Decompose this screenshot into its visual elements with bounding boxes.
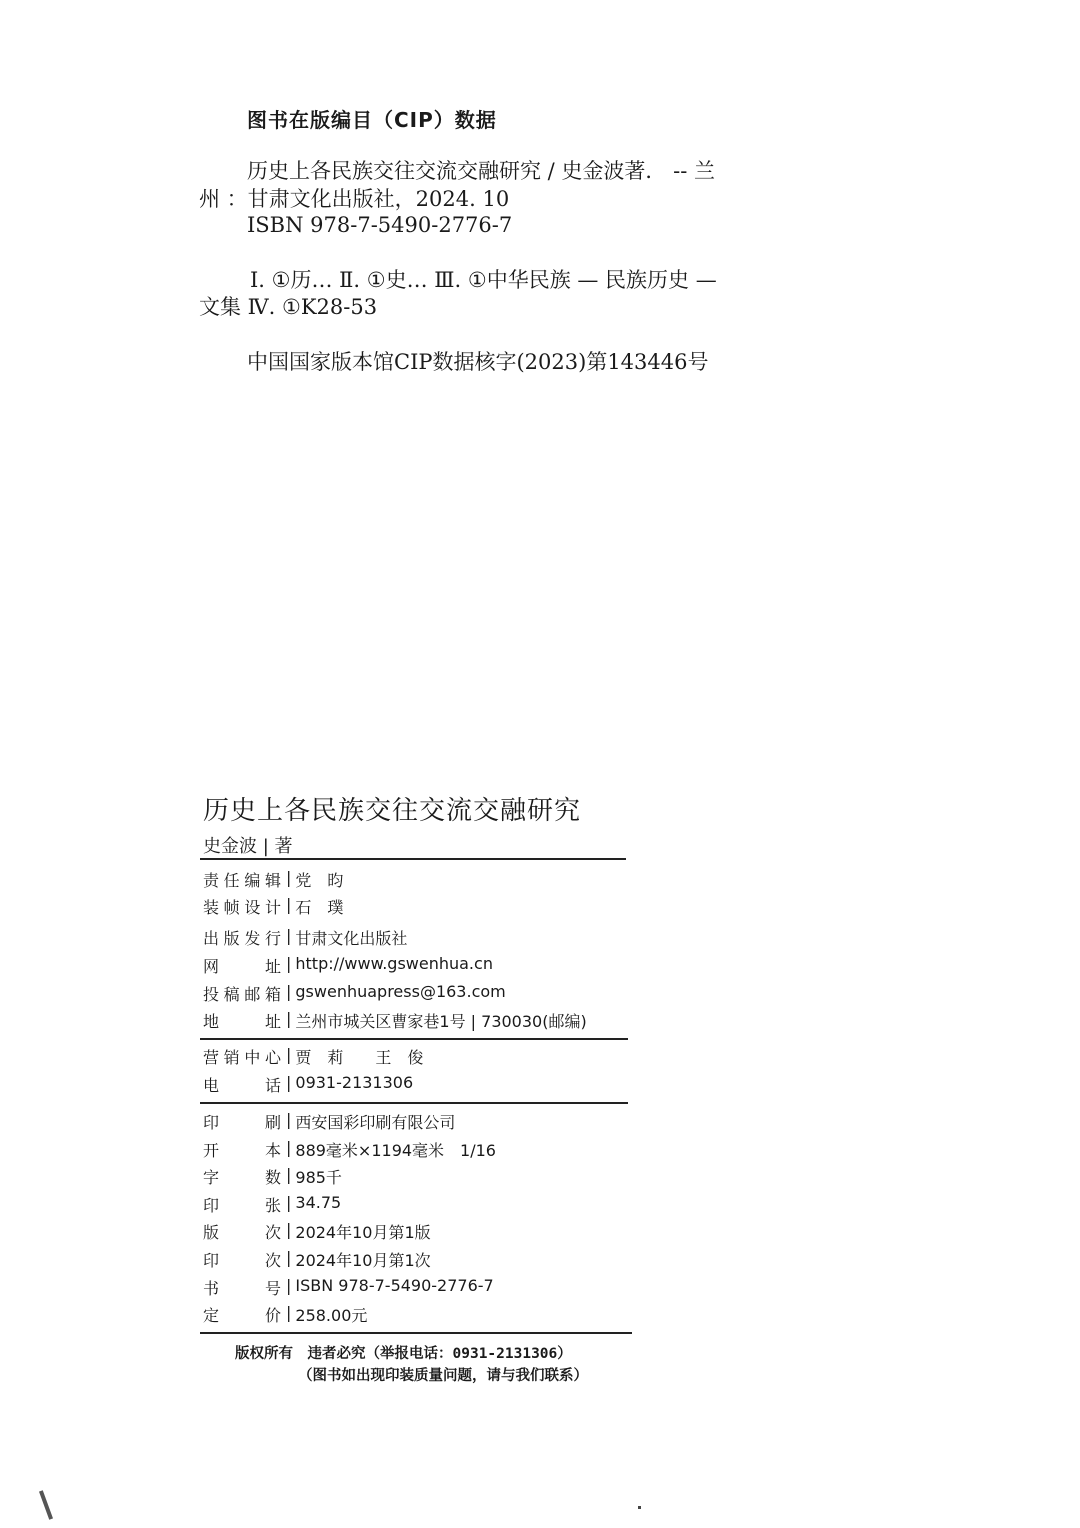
divider-4	[200, 1332, 632, 1334]
info-label: 版次	[203, 1223, 281, 1242]
scan-speck	[638, 1506, 641, 1509]
info-value: 西安国彩印刷有限公司	[295, 1113, 456, 1132]
info-value: http://www.gswenhua.cn	[295, 954, 493, 973]
info-label: 地址	[203, 1012, 281, 1031]
info-row-printing: 印次 | 2024年10月第1次	[203, 1248, 431, 1270]
info-label: 印张	[203, 1196, 281, 1215]
info-label: 出版发行	[203, 929, 281, 948]
scan-mark	[39, 1490, 53, 1520]
info-row-isbn: 书号 | ISBN 978-7-5490-2776-7	[203, 1276, 494, 1298]
copyright-notice: 版权所有 违者必究（举报电话：0931-2131306）	[235, 1346, 572, 1362]
book-title: 历史上各民族交往交流交融研究	[203, 796, 582, 826]
cip-classification-line: Ⅰ. ①历… Ⅱ. ①史… Ⅲ. ①中华民族 — 民族历史 —	[250, 268, 717, 292]
info-value: 贾 莉 王 俊	[295, 1048, 424, 1067]
info-label: 书号	[203, 1279, 281, 1298]
info-row-printer: 印刷 | 西安国彩印刷有限公司	[203, 1110, 456, 1132]
info-row-edition: 版次 | 2024年10月第1版	[203, 1220, 431, 1242]
cip-heading: 图书在版编目（CIP）数据	[247, 108, 497, 132]
info-label: 营销中心	[203, 1048, 281, 1067]
info-value: ISBN 978-7-5490-2776-7	[295, 1276, 494, 1295]
info-row-phone: 电话 | 0931-2131306	[203, 1073, 414, 1095]
info-row-word-count: 字数 | 985千	[203, 1165, 342, 1187]
info-value: 2024年10月第1次	[295, 1251, 431, 1270]
cip-publisher-line: 州 ：甘肃文化出版社，2024. 10	[199, 187, 510, 211]
info-label: 印次	[203, 1251, 281, 1270]
info-value: gswenhuapress@163.com	[295, 982, 506, 1001]
cip-record-number: 中国国家版本馆CIP数据核字(2023)第143446号	[247, 350, 709, 374]
info-label: 字数	[203, 1168, 281, 1187]
info-label: 投稿邮箱	[203, 985, 281, 1004]
info-row-marketing: 营销中心 | 贾 莉 王 俊	[203, 1045, 424, 1067]
info-label: 电话	[203, 1076, 281, 1095]
cip-title-line: 历史上各民族交往交流交融研究 / 史金波著． -- 兰	[247, 159, 715, 183]
info-value: 兰州市城关区曹家巷1号 | 730030(邮编)	[295, 1012, 587, 1031]
info-value: 258.00元	[295, 1306, 368, 1325]
info-value: 2024年10月第1版	[295, 1223, 431, 1242]
info-row-sheets: 印张 | 34.75	[203, 1193, 342, 1215]
divider-2	[200, 1038, 628, 1040]
info-row-format: 开本 | 889毫米×1194毫米 1/16	[203, 1138, 496, 1160]
divider-1	[200, 858, 626, 860]
info-value: 34.75	[295, 1193, 342, 1212]
info-value: 石 璞	[295, 898, 344, 917]
info-row-email: 投稿邮箱 | gswenhuapress@163.com	[203, 982, 506, 1004]
info-label: 责任编辑	[203, 871, 281, 890]
book-author: 史金波 | 著	[203, 836, 293, 857]
info-value: 0931-2131306	[295, 1073, 414, 1092]
info-row-price: 定价 | 258.00元	[203, 1303, 368, 1325]
cip-classification-line-2: 文集 Ⅳ. ①K28-53	[199, 295, 378, 319]
info-row-publisher: 出版发行 | 甘肃文化出版社	[203, 926, 408, 948]
cip-isbn-line: ISBN 978-7-5490-2776-7	[247, 213, 513, 237]
info-value: 甘肃文化出版社	[295, 929, 408, 948]
info-row-editor: 责任编辑 | 党 昀	[203, 868, 344, 890]
info-label: 定价	[203, 1306, 281, 1325]
info-row-address: 地址 | 兰州市城关区曹家巷1号 | 730030(邮编)	[203, 1009, 587, 1031]
info-value: 985千	[295, 1168, 342, 1187]
info-value: 党 昀	[295, 871, 344, 890]
info-label: 装帧设计	[203, 898, 281, 917]
divider-3	[200, 1102, 628, 1104]
info-label: 印刷	[203, 1113, 281, 1132]
info-label: 开本	[203, 1141, 281, 1160]
info-row-website: 网址 | http://www.gswenhua.cn	[203, 954, 493, 976]
info-label: 网址	[203, 957, 281, 976]
quality-notice: （图书如出现印装质量问题，请与我们联系）	[298, 1368, 588, 1384]
info-value: 889毫米×1194毫米 1/16	[295, 1141, 496, 1160]
info-row-designer: 装帧设计 | 石 璞	[203, 895, 344, 917]
